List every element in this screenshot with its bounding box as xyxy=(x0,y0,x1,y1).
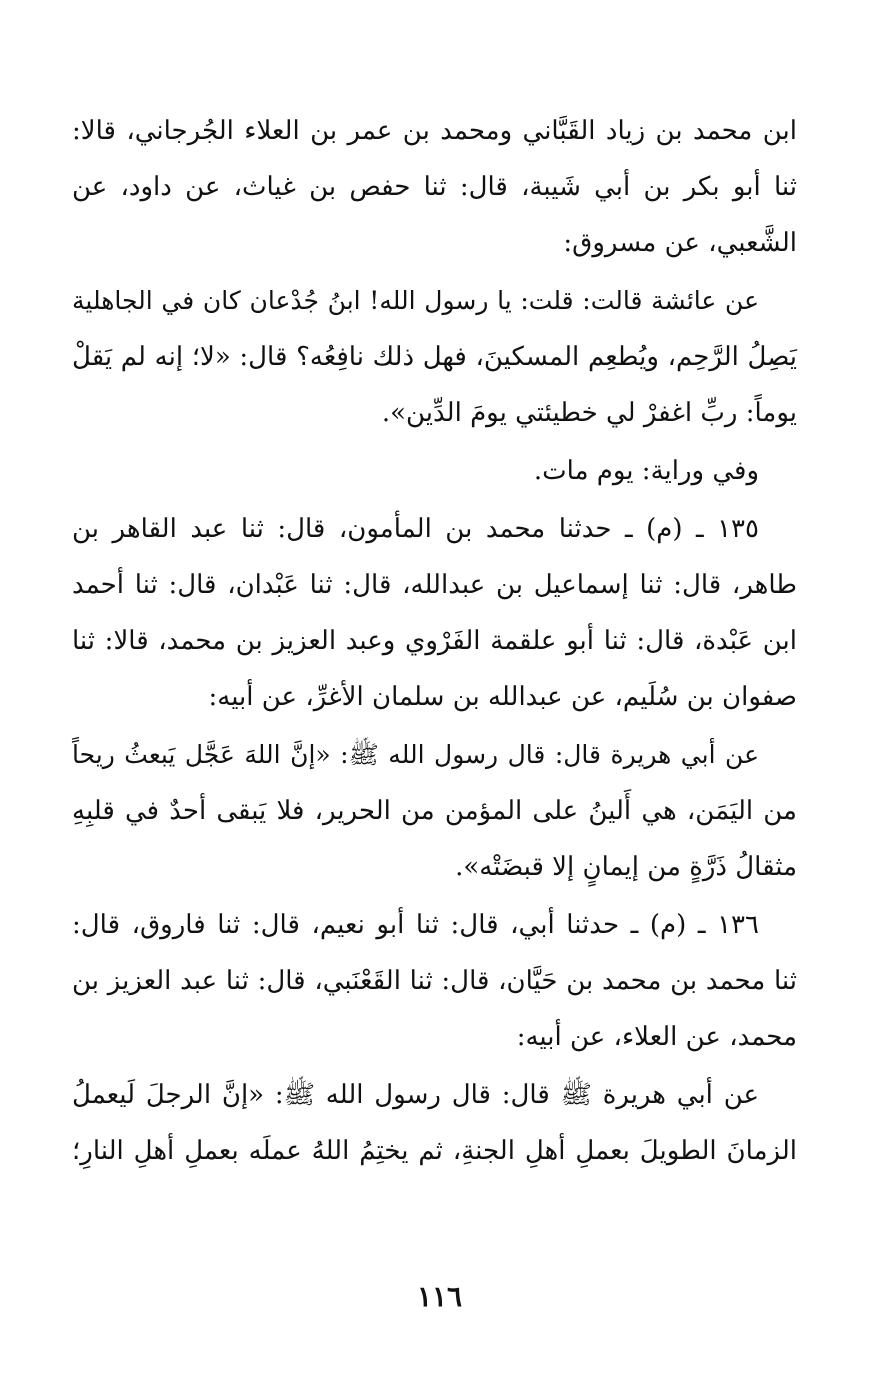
text-line: عن أبي هريرة ﷺ قال: قال رسول الله ﷺ: «إنَّ الرجلَ لَيعملُ xyxy=(72,1080,759,1110)
text-line: عن عائشة قالت: قلت: يا رسول الله! ابنُ جُدْعان كان في الجاهلية xyxy=(72,286,759,315)
text-line: صفوان بن سُلَيم، عن عبدالله بن سلمان الأغرِّ، عن أبيه: xyxy=(208,682,797,712)
paragraph-hadith-136-isnad xyxy=(72,897,797,1065)
text-line: يوماً: ربِّ اغفرْ لي خطيئتي يومَ الدِّين». xyxy=(381,398,797,428)
text-line: يَصِلُ الرَّحِم، ويُطعِم المسكينَ، فهل ذلك نافِعُه؟ قال: «لا؛ إنه لم يَقلْ xyxy=(72,342,797,372)
paragraph-hadith-135-isnad xyxy=(72,501,797,725)
page-number: ١١٦ xyxy=(416,1280,463,1313)
text-line: الزمانَ الطويلَ بعملِ أهلِ الجنةِ، ثم يختِمُ اللهُ عملَه بعملِ أهلِ النارِ؛ xyxy=(72,1136,797,1166)
text-line: من اليَمَن، هي أَلينُ على المؤمن من الحرير، فلا يَبقى أحدٌ في قلبِهِ xyxy=(72,796,797,826)
text-line: ١٣٦ ـ (م) ـ حدثنا أبي، قال: ثنا أبو نعيم، قال: ثنا فاروق، قال: xyxy=(72,910,759,940)
text-line: ثنا أبو بكر بن أبي شَيبة، قال: ثنا حفص بن غياث، عن داود، عن xyxy=(72,172,797,202)
text-line: طاهر، قال: ثنا إسماعيل بن عبدالله، قال: ثنا عَبْدان، قال: ثنا أحمد xyxy=(72,570,797,600)
paragraph-hadith-135-matn xyxy=(72,727,797,895)
paragraph-narration-variant xyxy=(72,443,797,499)
text-line: مثقالُ ذَرَّةٍ من إيمانٍ إلا قبضَتْه». xyxy=(455,852,797,882)
paragraph-chain-of-narrators-1 xyxy=(72,103,797,271)
page-text xyxy=(72,103,797,1179)
paragraph-hadith-136-matn xyxy=(72,1067,797,1179)
text-line: ابن عَبْدة، قال: ثنا أبو علقمة الفَرْوي وعبد العزيز بن محمد، قالا: ثنا xyxy=(72,626,797,656)
text-line: ابن محمد بن زياد القَبَّاني ومحمد بن عمر بن العلاء الجُرجاني، قالا: xyxy=(72,116,797,146)
text-line: عن أبي هريرة قال: قال رسول الله ﷺ: «إنَّ اللهَ عَجَّل يَبعثُ ريحاً xyxy=(72,740,759,769)
paragraph-hadith-aisha xyxy=(72,273,797,441)
text-line: الشَّعبي، عن مسروق: xyxy=(563,228,797,258)
text-line: ١٣٥ ـ (م) ـ حدثنا محمد بن المأمون، قال: ثنا عبد القاهر بن xyxy=(72,514,759,544)
text-line: وفي وراية: يوم مات. xyxy=(533,456,759,486)
text-line: محمد، عن العلاء، عن أبيه: xyxy=(516,1022,797,1052)
text-line: ثنا محمد بن محمد بن حَيَّان، قال: ثنا القَعْنَبي، قال: ثنا عبد العزيز بن xyxy=(72,966,797,996)
